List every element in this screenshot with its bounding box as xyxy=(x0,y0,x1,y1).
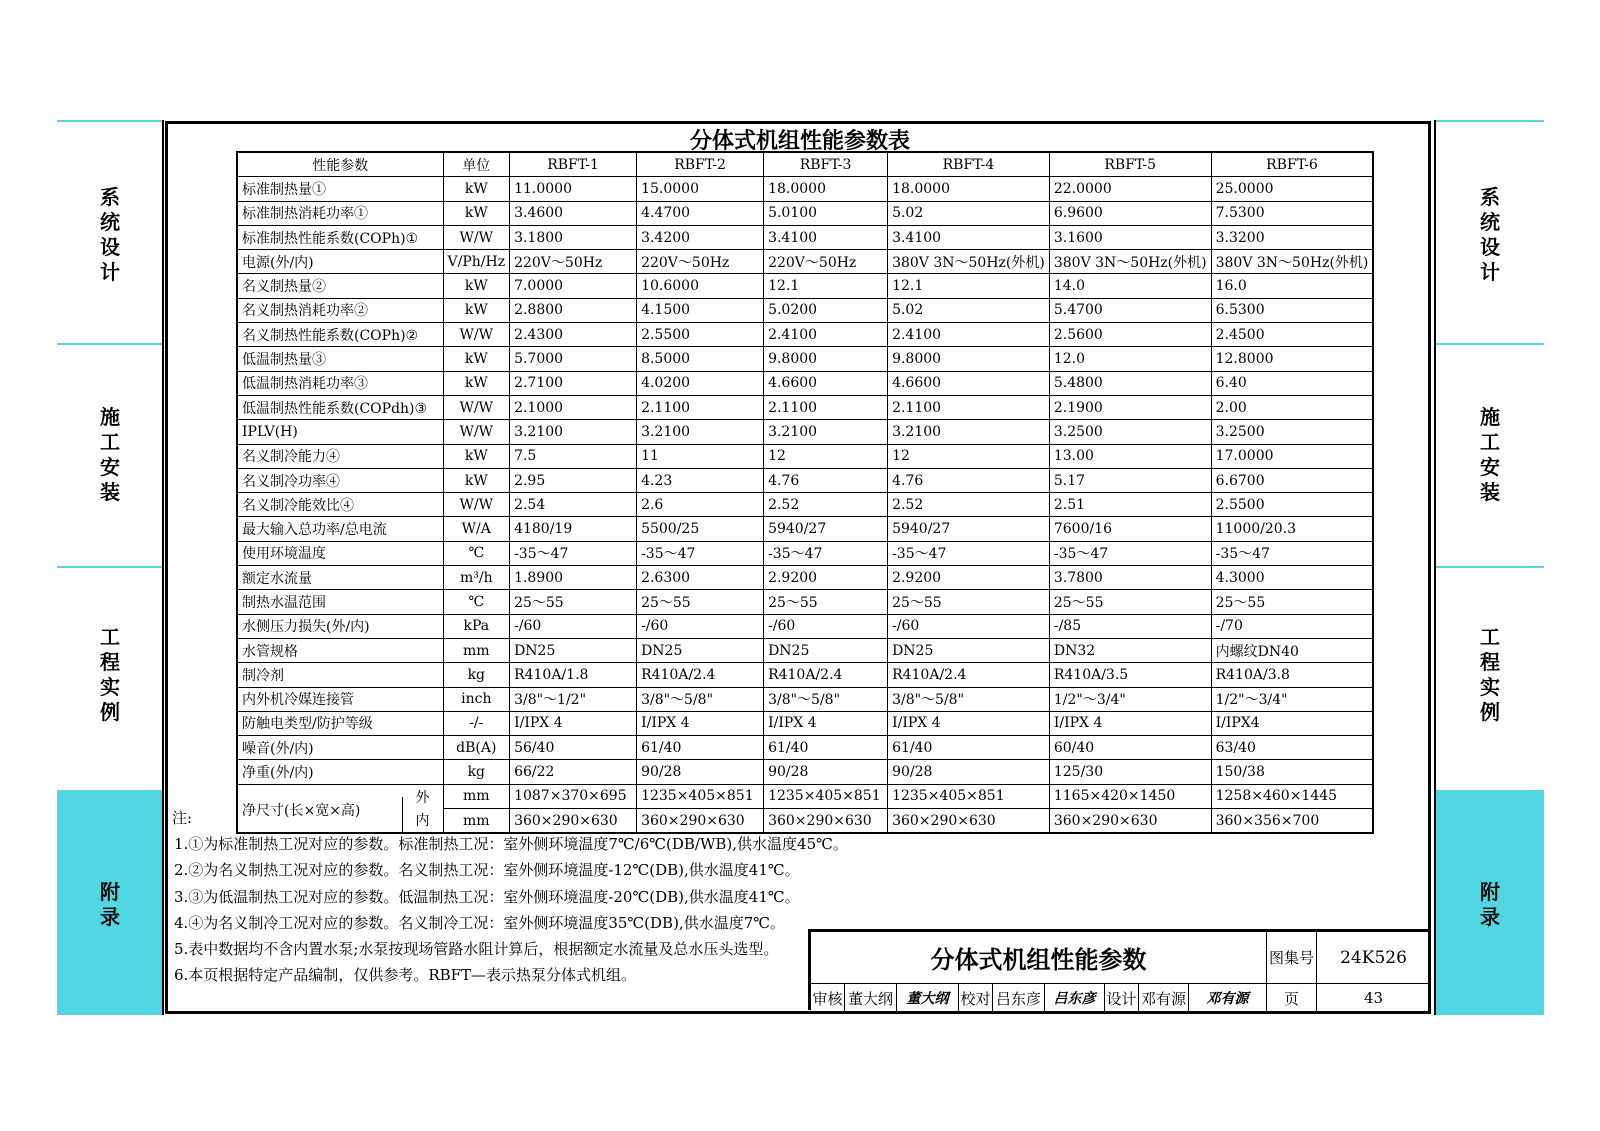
param-unit: kg xyxy=(443,760,510,784)
header-model: RBFT-4 xyxy=(888,152,1050,177)
param-value: 4180/19 xyxy=(510,517,637,541)
table-row xyxy=(237,711,1373,735)
table-row xyxy=(237,323,1373,347)
param-value: 6.6700 xyxy=(1211,468,1373,492)
param-value: R410A/2.4 xyxy=(888,663,1050,687)
param-unit: kPa xyxy=(443,614,510,638)
param-value: 5.7000 xyxy=(510,347,637,371)
dimension-name-cell xyxy=(237,784,443,820)
param-value: 1258×460×1445 xyxy=(1211,784,1373,808)
param-value: 6.5300 xyxy=(1211,298,1373,322)
param-unit: kW xyxy=(443,274,510,298)
param-value: -35～47 xyxy=(1049,541,1211,565)
param-value: I/IPX 4 xyxy=(1049,711,1211,735)
table-row xyxy=(237,250,1373,274)
checker-name: 吕东彦 xyxy=(993,984,1045,1013)
param-value: 1/2"～3/4" xyxy=(1049,687,1211,711)
param-value: 2.51 xyxy=(1049,493,1211,517)
param-value: 9.8000 xyxy=(764,347,888,371)
param-value: -/60 xyxy=(764,614,888,638)
param-value: 3/8"～5/8" xyxy=(888,687,1050,711)
header-param: 性能参数 xyxy=(237,152,443,177)
table-row xyxy=(237,371,1373,395)
review-label: 审核 xyxy=(811,984,845,1013)
param-value: -/60 xyxy=(510,614,637,638)
param-name: 名义制热消耗功率② xyxy=(237,298,443,322)
param-value: 12 xyxy=(764,444,888,468)
param-value: 3.1800 xyxy=(510,225,637,249)
param-value: 5940/27 xyxy=(888,517,1050,541)
param-unit: W/W xyxy=(443,225,510,249)
param-value: 11 xyxy=(637,444,764,468)
param-value: 2.6 xyxy=(637,493,764,517)
param-name: 名义制热性能系数(COPh)② xyxy=(237,323,443,347)
designer-name: 邓有源 xyxy=(1139,984,1189,1013)
param-value: 1/2"～3/4" xyxy=(1211,687,1373,711)
param-unit: kW xyxy=(443,201,510,225)
param-value: -35～47 xyxy=(888,541,1050,565)
param-value: DN25 xyxy=(510,638,637,662)
table-row xyxy=(237,201,1373,225)
param-name: IPLV(H) xyxy=(237,420,443,444)
table-row xyxy=(237,614,1373,638)
param-value: I/IPX 4 xyxy=(888,711,1050,735)
param-unit: kW xyxy=(443,177,510,201)
param-value: 4.3000 xyxy=(1211,566,1373,590)
table-row xyxy=(237,784,1373,808)
param-value: -35～47 xyxy=(764,541,888,565)
table-row xyxy=(237,566,1373,590)
note-line: 4.④为名义制冷工况对应的参数。名义制冷工况：室外侧环境温度35℃(DB),供水温度7℃。 xyxy=(174,913,786,932)
table-row xyxy=(237,347,1373,371)
param-unit: W/W xyxy=(443,493,510,517)
param-value: DN25 xyxy=(888,638,1050,662)
param-value: 2.54 xyxy=(510,493,637,517)
param-value: 5.0200 xyxy=(764,298,888,322)
param-name: 电源(外/内) xyxy=(237,250,443,274)
right-rule xyxy=(1436,120,1544,122)
param-value: 2.00 xyxy=(1211,395,1373,419)
param-value: 4.6600 xyxy=(888,371,1050,395)
param-value: 2.1100 xyxy=(637,395,764,419)
param-unit: kW xyxy=(443,347,510,371)
param-value: 25～55 xyxy=(764,590,888,614)
param-value: 25～55 xyxy=(637,590,764,614)
left-tab-appendix[interactable]: 附录 xyxy=(100,880,120,929)
param-value: 15.0000 xyxy=(637,177,764,201)
param-name: 低温制热消耗功率③ xyxy=(237,371,443,395)
table-row xyxy=(237,638,1373,662)
param-value: 5500/25 xyxy=(637,517,764,541)
param-value: 5.02 xyxy=(888,201,1050,225)
param-value: 3.2500 xyxy=(1211,420,1373,444)
param-value: 2.95 xyxy=(510,468,637,492)
param-value: 6.9600 xyxy=(1049,201,1211,225)
param-value: 3.2100 xyxy=(637,420,764,444)
param-value: 10.6000 xyxy=(637,274,764,298)
param-value: 3.3200 xyxy=(1211,225,1373,249)
param-value: DN32 xyxy=(1049,638,1211,662)
left-rule xyxy=(57,566,163,568)
param-value: 2.1100 xyxy=(888,395,1050,419)
param-value: 18.0000 xyxy=(888,177,1050,201)
param-value: 360×290×630 xyxy=(637,809,764,834)
table-row xyxy=(237,274,1373,298)
param-name: 额定水流量 xyxy=(237,566,443,590)
check-label: 校对 xyxy=(959,984,993,1013)
param-value: 5.02 xyxy=(888,298,1050,322)
param-value: 90/28 xyxy=(637,760,764,784)
header-unit: 单位 xyxy=(443,152,510,177)
table-row xyxy=(237,177,1373,201)
note-line: 3.③为低温制热工况对应的参数。低温制热工况：室外侧环境温度-20℃(DB),供水温度41℃。 xyxy=(174,887,800,906)
param-value: 7.5 xyxy=(510,444,637,468)
param-value: 2.52 xyxy=(888,493,1050,517)
param-value: 1087×370×695 xyxy=(510,784,637,808)
param-value: 12 xyxy=(888,444,1050,468)
param-value: 63/40 xyxy=(1211,736,1373,760)
param-name: 制热水温范围 xyxy=(237,590,443,614)
param-value: R410A/2.4 xyxy=(637,663,764,687)
param-value: 3.4200 xyxy=(637,225,764,249)
param-value: 22.0000 xyxy=(1049,177,1211,201)
table-row xyxy=(237,809,1373,834)
param-value: 11000/20.3 xyxy=(1211,517,1373,541)
param-value: 25～55 xyxy=(1049,590,1211,614)
left-rule xyxy=(57,343,163,345)
param-value: 220V～50Hz xyxy=(637,250,764,274)
param-value: 1165×420×1450 xyxy=(1049,784,1211,808)
table-row xyxy=(237,493,1373,517)
param-name: 低温制热性能系数(COPdh)③ xyxy=(237,395,443,419)
table-row xyxy=(237,420,1373,444)
param-value: 18.0000 xyxy=(764,177,888,201)
table-row xyxy=(237,298,1373,322)
param-unit: kW xyxy=(443,468,510,492)
param-value: 2.4300 xyxy=(510,323,637,347)
left-rule xyxy=(57,120,163,122)
table-row xyxy=(237,517,1373,541)
table-row xyxy=(237,687,1373,711)
param-value: -35～47 xyxy=(510,541,637,565)
param-value: 2.6300 xyxy=(637,566,764,590)
table-row xyxy=(237,663,1373,687)
param-value: 3.2100 xyxy=(764,420,888,444)
param-value: -/70 xyxy=(1211,614,1373,638)
left-tab-system-design[interactable]: 系统设计 xyxy=(100,185,120,284)
param-name: 内外机冷媒连接管 xyxy=(237,687,443,711)
param-value: 5940/27 xyxy=(764,517,888,541)
param-name: 名义制冷能力④ xyxy=(237,444,443,468)
param-value: 25～55 xyxy=(888,590,1050,614)
param-value: 2.5500 xyxy=(637,323,764,347)
param-value: 3.1600 xyxy=(1049,225,1211,249)
param-value: I/IPX4 xyxy=(1211,711,1373,735)
param-value: 360×290×630 xyxy=(1049,809,1211,834)
param-value: 4.6600 xyxy=(764,371,888,395)
param-value: 1235×405×851 xyxy=(764,784,888,808)
param-name: 水管规格 xyxy=(237,638,443,662)
param-value: 9.8000 xyxy=(888,347,1050,371)
atlas-label: 图集号 xyxy=(1267,932,1317,984)
param-value: 90/28 xyxy=(888,760,1050,784)
param-value: 13.00 xyxy=(1049,444,1211,468)
param-unit: W/W xyxy=(443,323,510,347)
param-value: 360×290×630 xyxy=(888,809,1050,834)
param-value: 4.23 xyxy=(637,468,764,492)
param-value: 25～55 xyxy=(1211,590,1373,614)
param-value: R410A/3.8 xyxy=(1211,663,1373,687)
param-name: 最大输入总功率/总电流 xyxy=(237,517,443,541)
param-value: 3.4100 xyxy=(888,225,1050,249)
param-value: 4.1500 xyxy=(637,298,764,322)
param-name: 噪音(外/内) xyxy=(237,736,443,760)
left-tab-construction[interactable]: 施工安装 xyxy=(100,405,120,504)
param-value: 3.2100 xyxy=(510,420,637,444)
param-value: 3.4600 xyxy=(510,201,637,225)
param-name: 净重(外/内) xyxy=(237,760,443,784)
param-value: 4.76 xyxy=(888,468,1050,492)
table-row xyxy=(237,225,1373,249)
param-value: 2.4100 xyxy=(764,323,888,347)
param-unit: inch xyxy=(443,687,510,711)
param-value: 3.4100 xyxy=(764,225,888,249)
right-rule xyxy=(1436,343,1544,345)
reviewer-name: 董大纲 xyxy=(845,984,897,1013)
param-name: 标准制热量① xyxy=(237,177,443,201)
param-unit: V/Ph/Hz xyxy=(443,250,510,274)
param-value: 2.9200 xyxy=(888,566,1050,590)
param-value: 60/40 xyxy=(1049,736,1211,760)
performance-table xyxy=(236,151,1374,834)
param-unit: W/A xyxy=(443,517,510,541)
param-value: 66/22 xyxy=(510,760,637,784)
param-value: 61/40 xyxy=(637,736,764,760)
header-model: RBFT-2 xyxy=(637,152,764,177)
param-value: R410A/1.8 xyxy=(510,663,637,687)
right-tab-construction[interactable]: 施工安装 xyxy=(1480,405,1500,504)
param-value: R410A/3.5 xyxy=(1049,663,1211,687)
note-line: 2.②为名义制热工况对应的参数。名义制热工况：室外侧环境温度-12℃(DB),供水温度41℃。 xyxy=(174,861,800,880)
param-value: 360×290×630 xyxy=(510,809,637,834)
param-value: 3.2500 xyxy=(1049,420,1211,444)
param-value: 2.1900 xyxy=(1049,395,1211,419)
param-value: 12.1 xyxy=(888,274,1050,298)
param-value: 2.1100 xyxy=(764,395,888,419)
param-value: R410A/2.4 xyxy=(764,663,888,687)
param-value: 5.4800 xyxy=(1049,371,1211,395)
param-value: 61/40 xyxy=(888,736,1050,760)
param-value: 3/8"～1/2" xyxy=(510,687,637,711)
param-unit: kg xyxy=(443,663,510,687)
param-value: 4.0200 xyxy=(637,371,764,395)
note-line: 1.①为标准制热工况对应的参数。标准制热工况：室外侧环境温度7℃/6℃(DB/WB),供水温度45℃。 xyxy=(174,835,848,853)
reviewer-signature: 董大纲 xyxy=(897,984,959,1013)
notes-title: 注: xyxy=(172,809,193,827)
param-value: I/IPX 4 xyxy=(637,711,764,735)
page-title: 分体式机组性能参数表 xyxy=(689,129,910,154)
param-value: 4.4700 xyxy=(637,201,764,225)
page-label: 页 xyxy=(1267,984,1317,1013)
outer-label: 外 xyxy=(415,789,430,806)
drawing-name: 分体式机组性能参数 xyxy=(811,932,1267,984)
header-model: RBFT-5 xyxy=(1049,152,1211,177)
param-value: 3.7800 xyxy=(1049,566,1211,590)
param-value: 150/38 xyxy=(1211,760,1373,784)
param-value: 360×290×630 xyxy=(764,809,888,834)
param-name: 水侧压力损失(外/内) xyxy=(237,614,443,638)
param-value: 8.5000 xyxy=(637,347,764,371)
param-value: 2.8800 xyxy=(510,298,637,322)
param-value: 220V～50Hz xyxy=(764,250,888,274)
param-unit: W/W xyxy=(443,420,510,444)
title-block xyxy=(808,929,1428,1010)
param-value: 1.8900 xyxy=(510,566,637,590)
param-unit: -/- xyxy=(443,711,510,735)
param-value: 7.0000 xyxy=(510,274,637,298)
param-value: 14.0 xyxy=(1049,274,1211,298)
param-value: 2.1000 xyxy=(510,395,637,419)
param-value: 12.0 xyxy=(1049,347,1211,371)
param-unit: mm xyxy=(443,784,510,808)
param-value: 380V 3N～50Hz(外机) xyxy=(888,250,1050,274)
param-value: DN25 xyxy=(764,638,888,662)
header-model: RBFT-1 xyxy=(510,152,637,177)
param-unit: kW xyxy=(443,298,510,322)
param-value: 5.17 xyxy=(1049,468,1211,492)
table-row xyxy=(237,590,1373,614)
table-row xyxy=(237,541,1373,565)
param-value: 1235×405×851 xyxy=(637,784,764,808)
param-value: 25.0000 xyxy=(1211,177,1373,201)
param-name: 标准制热消耗功率① xyxy=(237,201,443,225)
param-value: 220V～50Hz xyxy=(510,250,637,274)
right-tab-system-design[interactable]: 系统设计 xyxy=(1480,185,1500,284)
param-value: I/IPX 4 xyxy=(764,711,888,735)
inner-label: 内 xyxy=(415,813,430,830)
param-value: 3.2100 xyxy=(888,420,1050,444)
param-value: 125/30 xyxy=(1049,760,1211,784)
param-value: -/85 xyxy=(1049,614,1211,638)
param-unit: m³/h xyxy=(443,566,510,590)
param-value: 61/40 xyxy=(764,736,888,760)
table-row xyxy=(237,468,1373,492)
param-value: 4.76 xyxy=(764,468,888,492)
param-name: 低温制热量③ xyxy=(237,347,443,371)
param-name: 名义制冷能效比④ xyxy=(237,493,443,517)
param-value: 2.4500 xyxy=(1211,323,1373,347)
param-value: -/60 xyxy=(637,614,764,638)
designer-signature: 邓有源 xyxy=(1189,984,1267,1013)
param-value: 7.5300 xyxy=(1211,201,1373,225)
param-value: 56/40 xyxy=(510,736,637,760)
param-value: 360×356×700 xyxy=(1211,809,1373,834)
param-value: 3/8"～5/8" xyxy=(637,687,764,711)
table-row xyxy=(237,395,1373,419)
param-value: 90/28 xyxy=(764,760,888,784)
param-unit: ℃ xyxy=(443,541,510,565)
param-value: 380V 3N～50Hz(外机) xyxy=(1049,250,1211,274)
table-row xyxy=(237,444,1373,468)
param-name: 使用环境温度 xyxy=(237,541,443,565)
param-value: 12.1 xyxy=(764,274,888,298)
header-model: RBFT-6 xyxy=(1211,152,1373,177)
param-value: 内螺纹DN40 xyxy=(1211,638,1373,662)
param-value: 25～55 xyxy=(510,590,637,614)
table-row xyxy=(237,760,1373,784)
dimension-name: 净尺寸(长×宽×高) xyxy=(238,797,403,820)
left-tab-project-examples[interactable]: 工程实例 xyxy=(100,625,120,724)
param-name: 标准制热性能系数(COPh)① xyxy=(237,225,443,249)
param-value: 5.4700 xyxy=(1049,298,1211,322)
param-value: 2.5600 xyxy=(1049,323,1211,347)
note-line: 5.表中数据均不含内置水泵;水泵按现场管路水阻计算后，根据额定水流量及总水压头选型。 xyxy=(174,940,779,959)
param-value: 2.7100 xyxy=(510,371,637,395)
right-tab-project-examples[interactable]: 工程实例 xyxy=(1480,625,1500,724)
param-name: 名义制冷功率④ xyxy=(237,468,443,492)
param-value: I/IPX 4 xyxy=(510,711,637,735)
param-value: 6.40 xyxy=(1211,371,1373,395)
table-row xyxy=(237,736,1373,760)
param-value: -35～47 xyxy=(637,541,764,565)
param-value: 2.9200 xyxy=(764,566,888,590)
param-unit: W/W xyxy=(443,395,510,419)
param-value: 2.52 xyxy=(764,493,888,517)
param-name: 防触电类型/防护等级 xyxy=(237,711,443,735)
param-value: 3/8"～5/8" xyxy=(764,687,888,711)
param-value: 17.0000 xyxy=(1211,444,1373,468)
param-name: 制冷剂 xyxy=(237,663,443,687)
param-value: -/60 xyxy=(888,614,1050,638)
frame-left-edge xyxy=(162,120,164,1015)
param-value: 5.0100 xyxy=(764,201,888,225)
atlas-number: 24K526 xyxy=(1317,932,1431,984)
param-unit: dB(A) xyxy=(443,736,510,760)
param-unit: mm xyxy=(443,638,510,662)
param-unit: kW xyxy=(443,444,510,468)
frame-right-edge xyxy=(1434,120,1436,1015)
design-label: 设计 xyxy=(1105,984,1139,1013)
right-tab-appendix[interactable]: 附录 xyxy=(1480,880,1500,929)
param-unit: ℃ xyxy=(443,590,510,614)
param-value: 16.0 xyxy=(1211,274,1373,298)
param-value: 12.8000 xyxy=(1211,347,1373,371)
param-value: 380V 3N～50Hz(外机) xyxy=(1211,250,1373,274)
header-model: RBFT-3 xyxy=(764,152,888,177)
page-number: 43 xyxy=(1317,984,1431,1013)
param-value: 7600/16 xyxy=(1049,517,1211,541)
checker-signature: 吕东彦 xyxy=(1045,984,1105,1013)
param-value: DN25 xyxy=(637,638,764,662)
param-value: -35～47 xyxy=(1211,541,1373,565)
param-value: 2.4100 xyxy=(888,323,1050,347)
param-unit: mm xyxy=(443,809,510,834)
right-rule xyxy=(1436,566,1544,568)
param-value: 2.5500 xyxy=(1211,493,1373,517)
param-unit: kW xyxy=(443,371,510,395)
note-line: 6.本页根据特定产品编制，仅供参考。RBFT—表示热泵分体式机组。 xyxy=(174,966,637,985)
param-name: 名义制热量② xyxy=(237,274,443,298)
param-value: 1235×405×851 xyxy=(888,784,1050,808)
param-value: 11.0000 xyxy=(510,177,637,201)
